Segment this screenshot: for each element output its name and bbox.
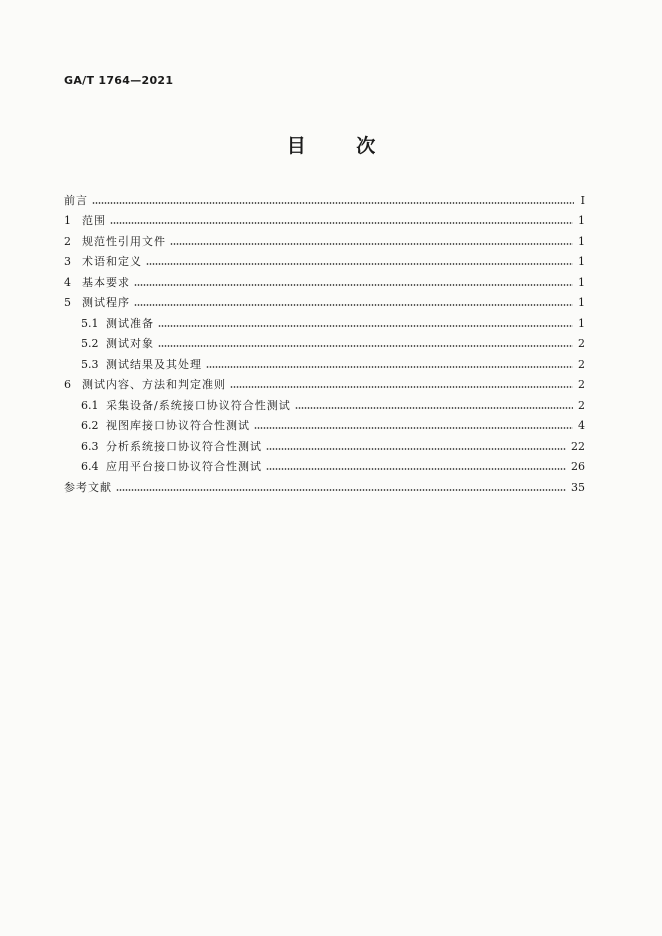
toc-entry-label: 参考文献	[64, 480, 112, 494]
toc-entry-label: 分析系统接口协议符合性测试	[106, 439, 262, 453]
toc-entry-page-number: 2	[578, 337, 585, 350]
toc-dot-leader	[134, 304, 573, 306]
toc-entry[interactable]	[64, 268, 585, 289]
toc-entry-page-number: 4	[578, 419, 585, 432]
toc-dot-leader	[110, 222, 573, 224]
toc-entry-number: 1	[64, 214, 71, 227]
toc-dot-leader	[206, 366, 573, 368]
toc-entry-label: 范围	[82, 214, 106, 227]
page-title: 目 次	[286, 135, 398, 157]
toc-entry-number: 5	[64, 296, 71, 309]
toc-entry-label: 测试结果及其处理	[106, 357, 202, 371]
toc-entry-number: 4	[64, 275, 71, 289]
toc-entry-page-number: 1	[578, 316, 585, 330]
toc-entry-number: 6	[64, 378, 71, 391]
toc-dot-leader	[146, 263, 573, 265]
toc-dot-leader	[170, 243, 573, 245]
toc-entry[interactable]	[64, 412, 585, 433]
toc-entry-label: 基本要求	[82, 275, 130, 289]
toc-entry-label: 测试内容、方法和判定准则	[82, 378, 226, 391]
toc-dot-leader	[116, 489, 566, 491]
toc-entry[interactable]	[64, 227, 585, 248]
toc-dot-leader	[158, 345, 573, 347]
toc-entry-number: 6.3	[81, 439, 99, 453]
toc-entry-number: 6.2	[81, 419, 99, 432]
toc-entry[interactable]	[64, 289, 585, 310]
toc-dot-leader	[230, 386, 573, 388]
toc-entry-page-number: 1	[578, 234, 585, 248]
toc-entry-label: 术语和定义	[82, 255, 142, 268]
document-id: GA/T 1764—2021	[64, 74, 174, 87]
toc-entry-number: 6.1	[81, 398, 99, 412]
table-of-contents	[64, 186, 585, 494]
toc-entry[interactable]	[64, 207, 585, 228]
toc-dot-leader	[134, 284, 573, 286]
toc-entry[interactable]	[64, 248, 585, 269]
toc-entry[interactable]	[64, 432, 585, 453]
toc-entry[interactable]	[64, 350, 585, 371]
toc-entry-number: 3	[64, 255, 71, 268]
toc-dot-leader	[266, 448, 566, 450]
toc-entry[interactable]	[64, 371, 585, 392]
toc-entry-page-number: 22	[571, 439, 585, 453]
toc-dot-leader	[158, 325, 573, 327]
toc-entry-page-number: 2	[578, 357, 585, 371]
toc-entry-label: 测试程序	[82, 296, 130, 309]
toc-entry-page-number: 2	[578, 378, 585, 391]
toc-entry[interactable]	[64, 330, 585, 351]
toc-entry-page-number: 1	[578, 214, 585, 227]
toc-entry-page-number: 26	[571, 460, 585, 473]
toc-entry-number: 5.2	[81, 337, 99, 350]
toc-entry[interactable]	[64, 391, 585, 412]
toc-entry-label: 视图库接口协议符合性测试	[106, 419, 250, 432]
toc-dot-leader	[254, 427, 573, 429]
toc-entry[interactable]	[64, 453, 585, 474]
toc-entry-label: 测试准备	[106, 316, 154, 330]
toc-entry-label: 采集设备/系统接口协议符合性测试	[106, 398, 291, 412]
toc-dot-leader	[266, 468, 566, 470]
toc-entry-number: 5.3	[81, 357, 99, 371]
toc-entry-number: 6.4	[81, 460, 99, 473]
toc-entry-page-number: 2	[578, 398, 585, 412]
toc-entry[interactable]	[64, 309, 585, 330]
toc-entry-page-number: 1	[578, 296, 585, 309]
toc-entry[interactable]	[64, 186, 585, 207]
toc-entry-page-number: 1	[578, 275, 585, 289]
toc-entry-page-number: 1	[578, 255, 585, 268]
toc-entry-number: 2	[64, 234, 71, 248]
toc-entry-page-number: Ⅰ	[580, 193, 585, 207]
toc-entry-label: 应用平台接口协议符合性测试	[106, 460, 262, 473]
toc-entry-label: 前言	[64, 193, 88, 207]
toc-entry-label: 规范性引用文件	[82, 234, 166, 248]
toc-entry-label: 测试对象	[106, 337, 154, 350]
toc-dot-leader	[92, 202, 574, 204]
toc-entry[interactable]	[64, 473, 585, 494]
toc-dot-leader	[295, 407, 573, 409]
toc-entry-page-number: 35	[571, 480, 585, 494]
toc-entry-number: 5.1	[81, 316, 99, 330]
